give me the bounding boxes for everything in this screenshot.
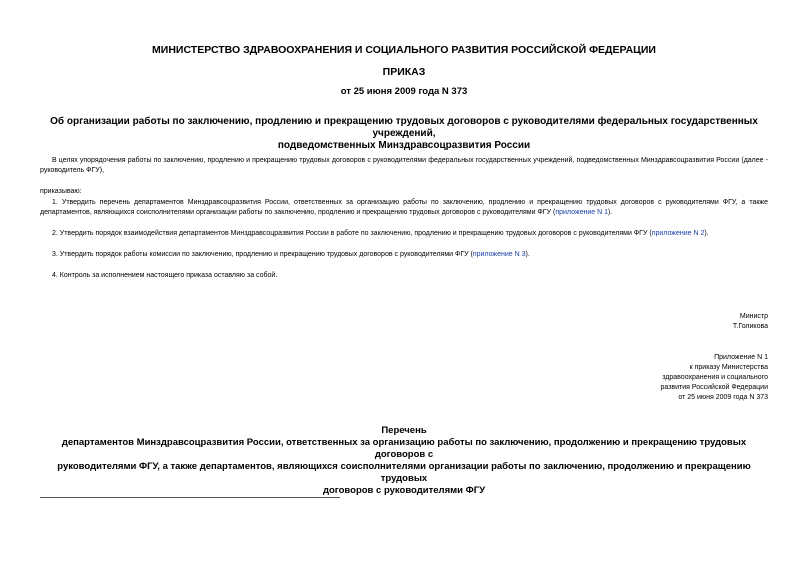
annex-line-3: договоров с руководителями ФГУ — [322, 485, 486, 496]
order-item-4: 4. Контроль за исполнением настоящего приказа оставляю за собой. — [52, 272, 278, 279]
annex-line-2: руководителями ФГУ, а также департаментов, являющихся соисполнителями организации работы по заключению, продолжению и прекращению трудовых — [57, 461, 751, 484]
item-1-text: 1. Утвердить перечень департаментов Минздравсоцразвития России, ответственных за организацию работы по заключению, продлению и прекращению трудовых договоров с руководителями ФГУ, а также департаментов, являющихся соисполнителями организации работы по заключению, продлению и прекращению трудовых договоров с руководителями ФГУ ( — [40, 199, 768, 216]
footnote-divider — [40, 497, 340, 498]
item-2-end: ). — [704, 230, 709, 237]
document-title — [40, 116, 768, 152]
signature-block — [733, 312, 768, 332]
title-line-1: Об организации работы по заключению, продлению и прекращению трудовых договоров с руководителями федеральных государственных учреждений, — [50, 116, 758, 139]
annex-heading: Перечень — [381, 425, 427, 436]
appendix-3-link[interactable]: приложение N 3 — [472, 251, 526, 258]
annex-description — [40, 437, 768, 497]
appendix-1-link[interactable]: приложение N 1 — [555, 209, 608, 216]
document-type: ПРИКАЗ — [382, 66, 426, 78]
appendix-ref-line-2: к приказу Министерства — [689, 364, 768, 371]
signature-name: Т.Голикова — [732, 323, 768, 330]
appendix-ref-line-3: здравоохранения и социального — [662, 374, 768, 381]
document-date: от 25 июня 2009 года N 373 — [340, 86, 468, 97]
item-1-end: ). — [607, 209, 613, 216]
intro-paragraph: В целях упорядочения работы по заключению, продлению и прекращению трудовых договоров с руководителями федеральных государственных учреждений, подведомственных Минздравсоцразвития России (далее - руководитель ФГУ), — [40, 157, 768, 174]
ministry-heading: МИНИСТЕРСТВО ЗДРАВООХРАНЕНИЯ И СОЦИАЛЬНОГО РАЗВИТИЯ РОССИЙСКОЙ ФЕДЕРАЦИИ — [152, 44, 656, 56]
appendix-ref-line-1: Приложение N 1 — [714, 354, 768, 361]
order-item-3 — [40, 250, 768, 260]
item-3-end: ). — [525, 251, 530, 258]
signature-position: Министр — [739, 313, 768, 320]
appendix-2-link[interactable]: приложение N 2 — [651, 230, 705, 237]
annex-line-1: департаментов Минздравсоцразвития России, ответственных за организацию работы по заключению, продолжению и прекращению трудовых договоров с — [61, 437, 747, 460]
appendix-ref-line-4: развития Российской Федерации — [660, 384, 768, 391]
order-item-2 — [40, 229, 768, 239]
appendix-ref-line-5: от 25 июня 2009 года N 373 — [678, 394, 768, 401]
order-item-1 — [40, 198, 768, 218]
item-3-text: 3. Утвердить порядок работы комиссии по заключению, продлению и прекращению трудовых договоров с руководителями ФГУ ( — [52, 251, 473, 258]
appendix-reference — [660, 353, 768, 403]
orders-word: приказываю: — [40, 188, 82, 195]
title-line-2: подведомственных Минздравсоцразвития России — [277, 140, 531, 151]
item-2-text: 2. Утвердить порядок взаимодействия департаментов Минздравсоцразвития России в работе по заключению, продлению и прекращению трудовых договоров с руководителями ФГУ ( — [52, 230, 652, 237]
